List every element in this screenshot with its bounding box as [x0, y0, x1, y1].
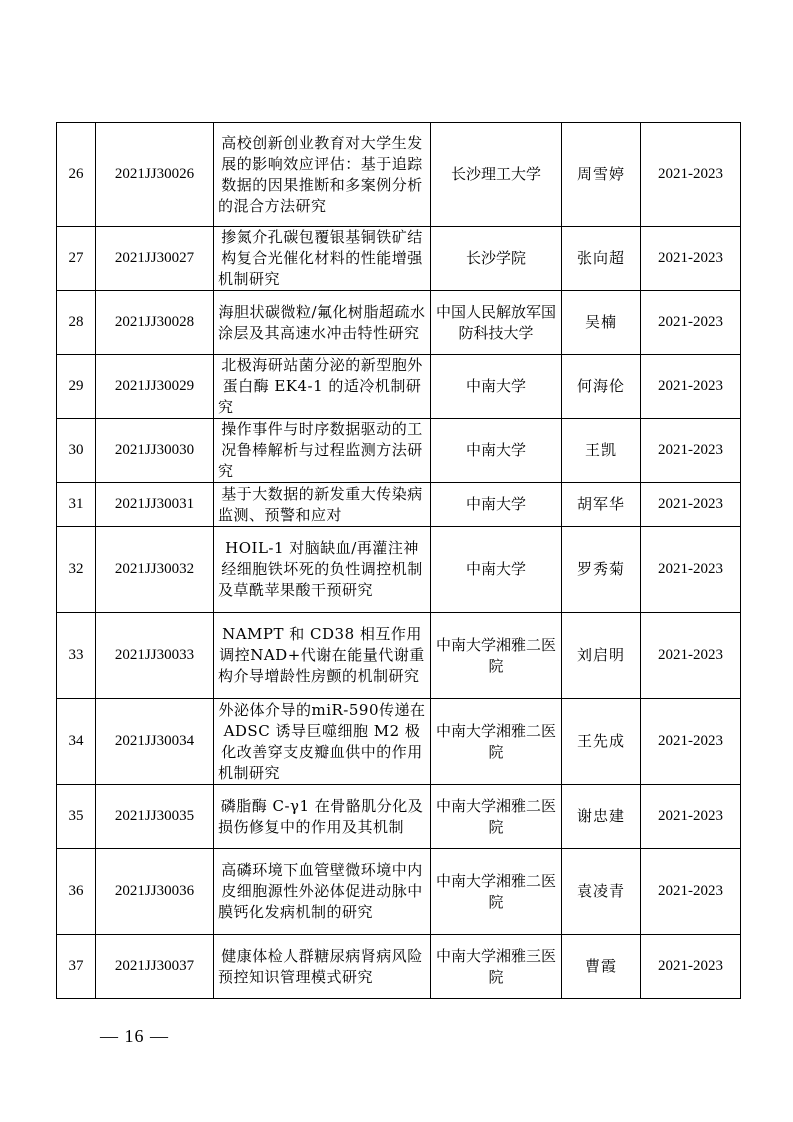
row-number: 31 [57, 483, 96, 527]
project-title: HOIL-1 对脑缺血/再灌注神经细胞铁坏死的负性调控机制及草酰苹果酸干预研究 [214, 527, 431, 613]
project-table-body [57, 123, 741, 999]
project-title: 磷脂酶 C-γ1 在骨骼肌分化及损伤修复中的作用及其机制 [214, 785, 431, 849]
institution: 中南大学湘雅二医院 [431, 613, 562, 699]
principal-investigator: 罗秀菊 [562, 527, 641, 613]
row-number: 29 [57, 355, 96, 419]
principal-investigator: 何海伦 [562, 355, 641, 419]
principal-investigator: 张向超 [562, 227, 641, 291]
project-code: 2021JJ30026 [96, 123, 214, 227]
project-title: 北极海研站菌分泌的新型胞外蛋白酶 EK4-1 的适冷机制研究 [214, 355, 431, 419]
row-number: 34 [57, 699, 96, 785]
row-number: 28 [57, 291, 96, 355]
row-number: 32 [57, 527, 96, 613]
institution: 中南大学 [431, 419, 562, 483]
project-period: 2021-2023 [641, 291, 741, 355]
project-code: 2021JJ30033 [96, 613, 214, 699]
project-title: NAMPT 和 CD38 相互作用调控NAD+代谢在能量代谢重构介导增龄性房颤的机制研究 [214, 613, 431, 699]
table-row [57, 699, 741, 785]
table-row [57, 355, 741, 419]
institution: 长沙理工大学 [431, 123, 562, 227]
project-code: 2021JJ30032 [96, 527, 214, 613]
project-title: 健康体检人群糖尿病肾病风险预控知识管理模式研究 [214, 935, 431, 999]
institution: 中南大学湘雅二医院 [431, 849, 562, 935]
project-code: 2021JJ30031 [96, 483, 214, 527]
principal-investigator: 胡军华 [562, 483, 641, 527]
project-table [56, 122, 741, 999]
principal-investigator: 曹霞 [562, 935, 641, 999]
principal-investigator: 刘启明 [562, 613, 641, 699]
table-row [57, 419, 741, 483]
project-title: 操作事件与时序数据驱动的工况鲁棒解析与过程监测方法研究 [214, 419, 431, 483]
project-code: 2021JJ30029 [96, 355, 214, 419]
row-number: 36 [57, 849, 96, 935]
table-row [57, 291, 741, 355]
table-row [57, 527, 741, 613]
row-number: 27 [57, 227, 96, 291]
project-title: 掺氮介孔碳包覆银基铜铁矿结构复合光催化材料的性能增强机制研究 [214, 227, 431, 291]
project-period: 2021-2023 [641, 785, 741, 849]
project-period: 2021-2023 [641, 935, 741, 999]
principal-investigator: 谢忠建 [562, 785, 641, 849]
project-title: 外泌体介导的miR-590传递在 ADSC 诱导巨噬细胞 M2 极化改善穿支皮瓣血供中的作用机制研究 [214, 699, 431, 785]
institution: 中南大学 [431, 527, 562, 613]
project-period: 2021-2023 [641, 227, 741, 291]
principal-investigator: 吴楠 [562, 291, 641, 355]
institution: 中南大学 [431, 483, 562, 527]
row-number: 33 [57, 613, 96, 699]
row-number: 37 [57, 935, 96, 999]
institution: 中国人民解放军国防科技大学 [431, 291, 562, 355]
institution: 中南大学 [431, 355, 562, 419]
principal-investigator: 王凯 [562, 419, 641, 483]
project-code: 2021JJ30030 [96, 419, 214, 483]
table-row [57, 849, 741, 935]
table-row [57, 935, 741, 999]
row-number: 26 [57, 123, 96, 227]
table-row [57, 785, 741, 849]
institution: 长沙学院 [431, 227, 562, 291]
project-code: 2021JJ30035 [96, 785, 214, 849]
project-title: 基于大数据的新发重大传染病监测、预警和应对 [214, 483, 431, 527]
project-code: 2021JJ30037 [96, 935, 214, 999]
project-code: 2021JJ30028 [96, 291, 214, 355]
table-row [57, 483, 741, 527]
page-number: — 16 — [100, 1026, 169, 1046]
project-period: 2021-2023 [641, 613, 741, 699]
project-period: 2021-2023 [641, 483, 741, 527]
row-number: 30 [57, 419, 96, 483]
project-title: 高校创新创业教育对大学生发展的影响效应评估：基于追踪数据的因果推断和多案例分析的混合方法研究 [214, 123, 431, 227]
project-period: 2021-2023 [641, 527, 741, 613]
project-period: 2021-2023 [641, 419, 741, 483]
table-row [57, 613, 741, 699]
project-code: 2021JJ30027 [96, 227, 214, 291]
principal-investigator: 王先成 [562, 699, 641, 785]
project-title: 海胆状碳微粒/氟化树脂超疏水涂层及其高速水冲击特性研究 [214, 291, 431, 355]
principal-investigator: 周雪婷 [562, 123, 641, 227]
project-title: 高磷环境下血管壁微环境中内皮细胞源性外泌体促进动脉中膜钙化发病机制的研究 [214, 849, 431, 935]
row-number: 35 [57, 785, 96, 849]
project-period: 2021-2023 [641, 123, 741, 227]
table-row [57, 227, 741, 291]
institution: 中南大学湘雅三医院 [431, 935, 562, 999]
principal-investigator: 袁凌青 [562, 849, 641, 935]
institution: 中南大学湘雅二医院 [431, 699, 562, 785]
institution: 中南大学湘雅二医院 [431, 785, 562, 849]
project-code: 2021JJ30036 [96, 849, 214, 935]
project-code: 2021JJ30034 [96, 699, 214, 785]
table-row [57, 123, 741, 227]
project-period: 2021-2023 [641, 699, 741, 785]
project-period: 2021-2023 [641, 355, 741, 419]
project-period: 2021-2023 [641, 849, 741, 935]
